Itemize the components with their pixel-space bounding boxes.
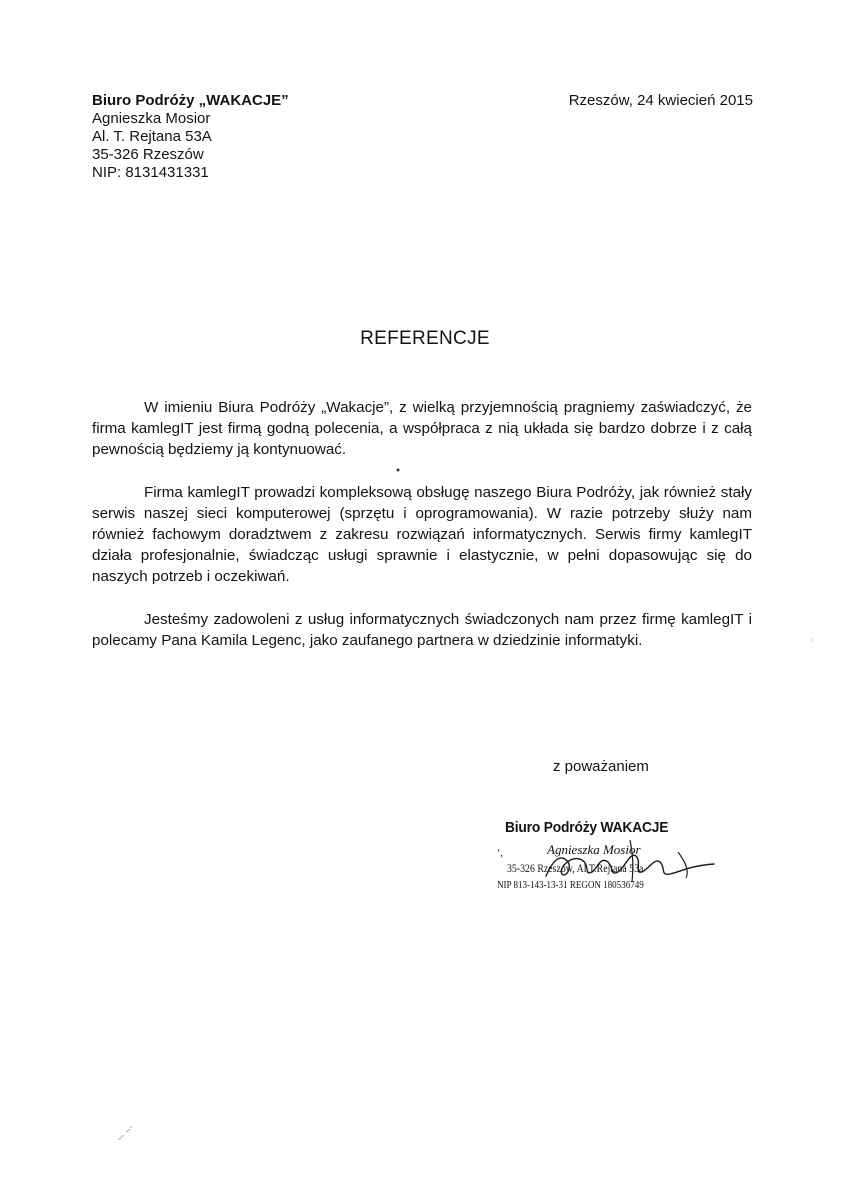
stamp-mark: ʻ, (497, 848, 503, 859)
paragraph-1: W imieniu Biura Podróży „Wakacje”, z wielką przyjemnością pragniemy zaświadczyć, że firma kamlegIT jest firmą godną polecenia, a współpraca z nią układa się bardzo dobrze i z całą pewnością będziemy ją kontynuować. (92, 399, 752, 458)
sender-company: Biuro Podróży „WAKACJE” (92, 92, 289, 109)
stamp-ids: NIP 813-143-13-31 REGON 180536749 (497, 879, 644, 891)
closing-phrase: z poważaniem (553, 758, 649, 775)
sender-nip: NIP: 8131431331 (92, 164, 209, 181)
paragraph-2: Firma kamlegIT prowadzi kompleksową obsługę naszego Biura Podróży, jak również stały serwis naszej sieci komputerowej (sprzętu i oprogramowania). W razie potrzeby służy nam również fachowym doradztwem z zakresu rozwiązań informatycznych. Serwis firmy kamlegIT działa profesjonalnie, świadcząc usługi sprawnie i elastycznie, w pełni dopasowując się do naszych potrzeb i oczekiwań. (92, 484, 752, 585)
letter-title: REFERENCJE (360, 328, 490, 349)
stamp-company-name: Biuro Podróży WAKACJE (505, 819, 669, 836)
paragraph-3: Jesteśmy zadowoleni z usług informatycznych świadczonych nam przez firmę kamlegIT i polecamy Pana Kamila Legenc, jako zaufanego partnera w dziedzinie informatyki. (92, 611, 752, 649)
letter-date: Rzeszów, 24 kwiecień 2015 (568, 92, 753, 109)
stamp-owner: Agnieszka Mosior (547, 842, 641, 857)
sender-owner: Agnieszka Mosior (92, 110, 211, 127)
stamp-address: 35-326 Rzeszów, Al.T.Rejtana 53a (507, 861, 644, 875)
sender-street: Al. T. Rejtana 53A (92, 128, 212, 145)
sender-city: 35-326 Rzeszów (92, 146, 204, 163)
